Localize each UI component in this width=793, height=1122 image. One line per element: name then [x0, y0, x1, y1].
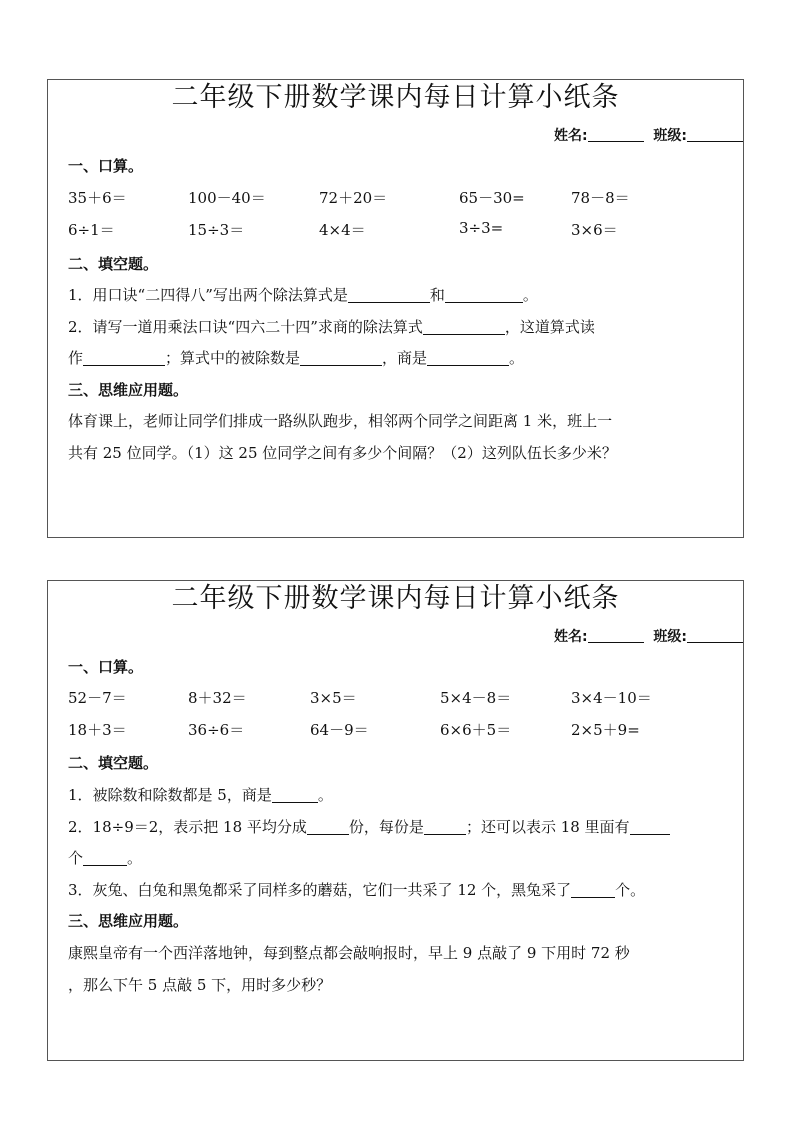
question-text: 个: [68, 849, 84, 867]
calc-item: 36÷6＝: [188, 721, 245, 739]
calc-item: 6×6＋5＝: [440, 721, 512, 739]
answer-blank[interactable]: [300, 350, 382, 366]
calc-row: [68, 219, 743, 241]
word-problem-line-1: 康熙皇帝有一个西洋落地钟，每到整点都会敲响报时，早上 9 点敲了 9 下用时 72 秒: [68, 944, 630, 962]
answer-blank[interactable]: [630, 819, 670, 835]
calc-item: 3÷3=: [459, 219, 504, 237]
question-text: ；还可以表示 18 里面有: [465, 818, 630, 836]
answer-blank[interactable]: [424, 819, 466, 835]
question-text: 份，每份是: [348, 818, 424, 836]
section-oral-calc-heading: 一、口算。: [68, 157, 144, 175]
calc-row: [68, 719, 743, 741]
word-problem-line-2: 共有 25 位同学。（1）这 25 位同学之间有多少个间隔？（2）这列队伍长多少米？: [68, 444, 617, 462]
fill-question-2-cont: [68, 347, 524, 368]
calc-item: 3×5＝: [310, 689, 357, 707]
question-text: 。: [522, 286, 538, 304]
class-blank[interactable]: [687, 127, 743, 142]
name-class-row: [554, 626, 743, 646]
calc-item: 2×5＋9=: [571, 721, 640, 739]
calc-row: [68, 687, 743, 709]
name-label: 姓名:: [554, 128, 588, 144]
worksheet-title: 二年级下册数学课内每日计算小纸条: [171, 583, 620, 614]
question-text: 2．请写一道用乘法口诀“四六二十四”求商的除法算式: [68, 318, 423, 336]
calc-item: 5×4－8＝: [440, 689, 512, 707]
calc-item: 72＋20＝: [319, 189, 388, 207]
calc-item: 8＋32＝: [188, 689, 247, 707]
calc-item: 3×6＝: [571, 221, 618, 239]
section-oral-calc-heading: 一、口算。: [68, 658, 144, 676]
answer-blank[interactable]: [423, 319, 505, 335]
fill-question-2: [68, 316, 595, 337]
calc-item: 100－40＝: [188, 189, 266, 207]
question-text: 作: [68, 349, 84, 367]
section-fill-blank-heading: 二、填空题。: [68, 255, 159, 273]
calc-item: 4×4＝: [319, 221, 366, 239]
question-text: 1．被除数和除数都是 5，商是: [68, 786, 272, 804]
answer-blank[interactable]: [348, 287, 430, 303]
calc-item: 64－9＝: [310, 721, 369, 739]
fill-question-3: [68, 879, 645, 900]
section-word-problem-heading: 三、思维应用题。: [68, 912, 189, 930]
calc-item: 78－8＝: [571, 189, 630, 207]
name-blank[interactable]: [588, 127, 644, 142]
class-blank[interactable]: [687, 628, 743, 643]
word-problem-line-1: 体育课上，老师让同学们排成一路纵队跑步，相邻两个同学之间距离 1 米，班上一: [68, 412, 613, 430]
answer-blank[interactable]: [272, 787, 318, 803]
question-text: ，商是: [382, 349, 428, 367]
fill-question-1: [68, 284, 538, 305]
question-text: 和: [429, 286, 445, 304]
calc-item: 65－30=: [459, 189, 525, 207]
calc-item: 3×4－10＝: [571, 689, 652, 707]
question-text: 2．18÷9＝2，表示把 18 平均分成: [68, 818, 307, 836]
answer-blank[interactable]: [83, 850, 127, 866]
word-problem-line-2: ，那么下午 5 点敲 5 下，用时多少秒？: [68, 976, 332, 994]
worksheet-title: 二年级下册数学课内每日计算小纸条: [171, 82, 620, 113]
class-label: 班级:: [653, 629, 687, 645]
question-text: 3．灰兔、白兔和黑兔都采了同样多的蘑菇，它们一共采了 12 个，黑兔采了: [68, 881, 572, 899]
class-label: 班级:: [653, 128, 687, 144]
answer-blank[interactable]: [307, 819, 349, 835]
fill-question-2-cont: [68, 847, 142, 868]
answer-blank[interactable]: [445, 287, 523, 303]
section-word-problem-heading: 三、思维应用题。: [68, 381, 189, 399]
worksheet-card-1: [47, 79, 744, 538]
name-class-row: [554, 125, 743, 145]
name-label: 姓名:: [554, 629, 588, 645]
question-text: ，这道算式读: [504, 318, 595, 336]
name-blank[interactable]: [588, 628, 644, 643]
calc-item: 52－7＝: [68, 689, 127, 707]
calc-item: 6÷1＝: [68, 221, 115, 239]
section-fill-blank-heading: 二、填空题。: [68, 754, 159, 772]
question-text: 1．用口诀“二四得八”写出两个除法算式是: [68, 286, 348, 304]
fill-question-1: [68, 784, 333, 805]
question-text: 。: [317, 786, 333, 804]
question-text: 。: [509, 349, 525, 367]
worksheet-card-2: [47, 580, 744, 1061]
calc-item: 35＋6＝: [68, 189, 127, 207]
answer-blank[interactable]: [83, 350, 165, 366]
question-text: 个。: [615, 881, 646, 899]
question-text: 。: [127, 849, 143, 867]
answer-blank[interactable]: [571, 882, 615, 898]
calc-item: 15÷3＝: [188, 221, 245, 239]
question-text: ；算式中的被除数是: [165, 349, 301, 367]
answer-blank[interactable]: [427, 350, 509, 366]
fill-question-2: [68, 816, 670, 837]
calc-row: [68, 187, 743, 209]
calc-item: 18＋3＝: [68, 721, 127, 739]
